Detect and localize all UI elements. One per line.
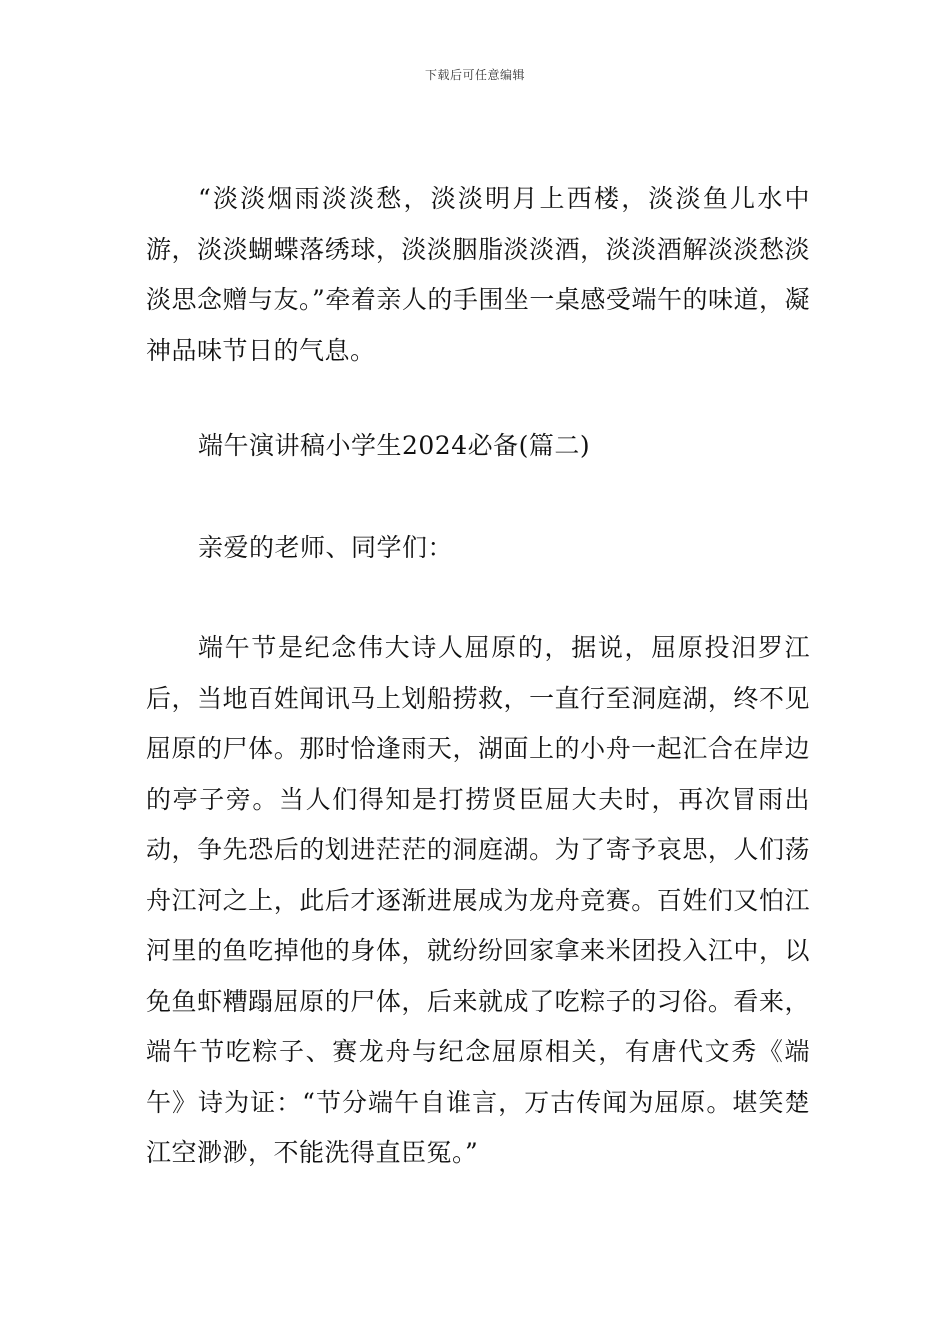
salutation: 亲爱的老师、同学们：: [198, 533, 454, 562]
main-paragraph: 端午节是纪念伟大诗人屈原的，据说，屈原投汨罗江后，当地百姓闻讯马上划船捞救，一直行至洞庭湖，终不见屈原的尸体。那时恰逢雨天，湖面上的小舟一起汇合在岸边的亭子旁。当人们得知是打捞贤臣屈大夫时，再次冒雨出动，争先恐后的划进茫茫的洞庭湖。为了寄予哀思，人们荡舟江河之上，此后才逐渐进展成为龙舟竞赛。百姓们又怕江河里的鱼吃掉他的身体，就纷纷回家拿来米团投入江中，以免鱼虾糟蹋屈原的尸体，后来就成了吃粽子的习俗。看来，端午节吃粽子、赛龙舟与纪念屈原相关，有唐代文秀《端午》诗为证：“节分端午自谁言，万古传闻为屈原。堪笑楚江空渺渺，不能洗得直臣冤。”: [146, 633, 810, 1167]
section-title: 端午演讲稿小学生2024必备(篇二): [198, 431, 591, 460]
header-note: 下载后可任意编辑: [424, 68, 525, 82]
opening-paragraph: “淡淡烟雨淡淡愁，淡淡明月上西楼，淡淡鱼儿水中游，淡淡蝴蝶落绣球，淡淡胭脂淡淡酒，淡淡酒解淡淡愁淡淡思念赠与友。”牵着亲人的手围坐一桌感受端午的味道，凝神品味节日的气息。: [146, 184, 810, 365]
